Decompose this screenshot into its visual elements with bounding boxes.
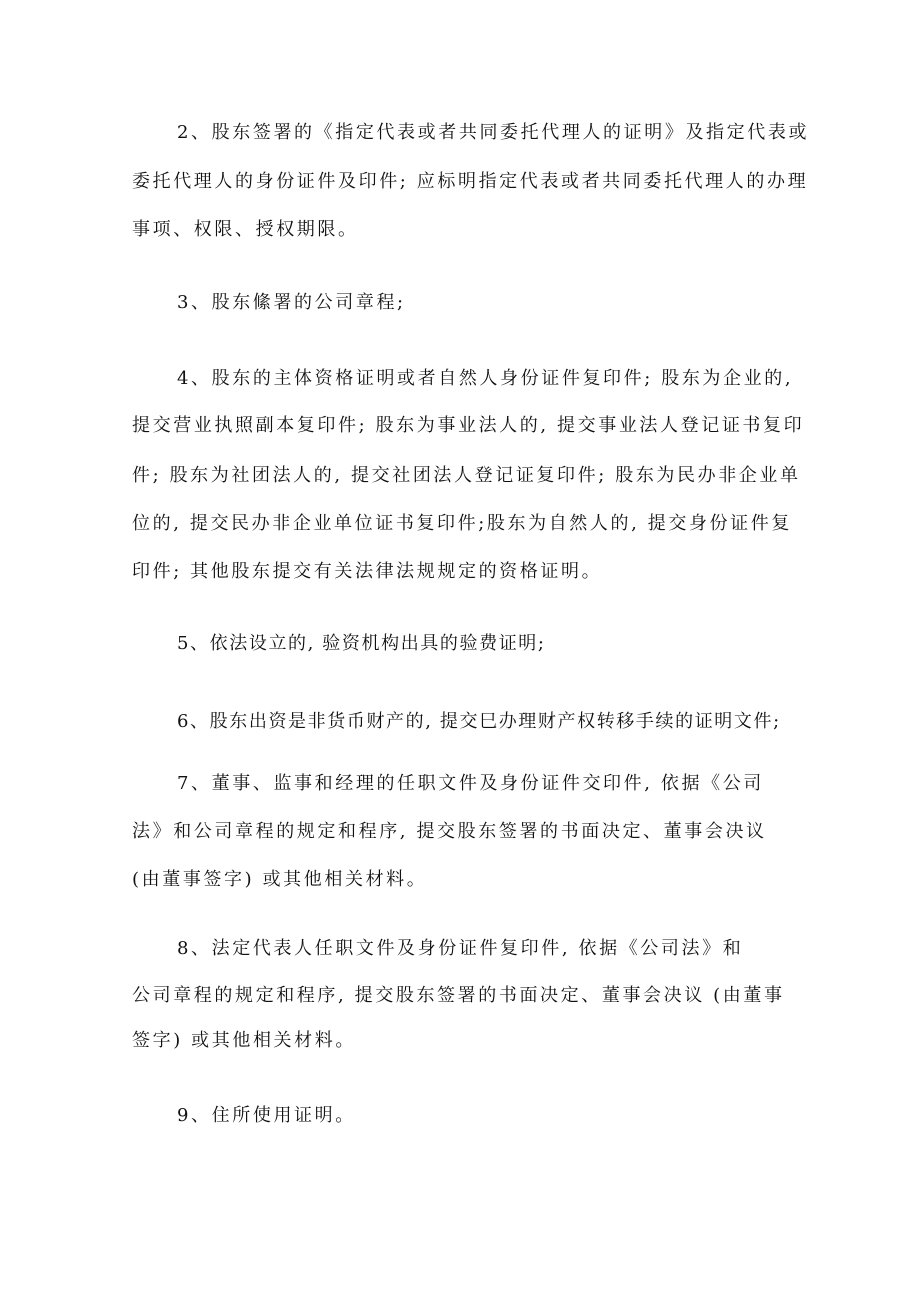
paragraph-item-9-line-1: 9、住所使用证明。 [177,1105,356,1126]
paragraph-item-2-line-3: 事项、权限、授权期限。 [132,219,359,240]
paragraph-item-4-line-1: 4、股东的主体资格证明或者自然人身份证件复印件; 股东为企业的, [177,368,794,389]
paragraph-item-4-line-4: 位的, 提交民办非企业单位证书复印件;股东为自然人的, 提交身份证件复 [132,513,792,534]
paragraph-item-8-line-2: 公司章程的规定和程序, 提交股东签署的书面决定、董事会决议 (由董事 [132,985,785,1006]
paragraph-item-4-line-3: 件; 股东为社团法人的, 提交社团法人登记证复印件; 股东为民办非企业单 [132,465,801,486]
paragraph-item-7-line-3: (由董事签字) 或其他相关材料。 [132,869,428,890]
paragraph-item-2-line-1: 2、股东签署的《指定代表或者共同委托代理人的证明》及指定代表或 [177,122,810,143]
paragraph-item-5-line-1: 5、依法设立的, 验资机构出具的验费证明; [177,633,546,654]
paragraph-item-7-line-2: 法》和公司章程的规定和程序, 提交股东签署的书面决定、董事会决议 [132,821,767,842]
paragraph-item-7-line-1: 7、董事、监事和经理的任职文件及身份证件交印件, 依据《公司 [177,773,764,794]
paragraph-item-8-line-3: 签字) 或其他相关材料。 [132,1030,356,1051]
paragraph-item-2-line-2: 委托代理人的身份证件及印件; 应标明指定代表或者共同委托代理人的办理 [132,171,809,192]
paragraph-item-8-line-1: 8、法定代表人任职文件及身份证件复印件, 依据《公司法》和 [177,938,744,959]
paragraph-item-6-line-1: 6、股东出资是非货币财产的, 提交巳办理财产权转移手续的证明文件; [177,711,781,732]
paragraph-item-4-line-2: 提交营业执照副本复印件; 股东为事业法人的, 提交事业法人登记证书复印 [132,415,805,436]
paragraph-item-4-line-5: 印件; 其他股东提交有关法律法规规定的资格证明。 [132,561,603,582]
paragraph-item-3-line-1: 3、股东絛署的公司章程; [177,292,406,313]
